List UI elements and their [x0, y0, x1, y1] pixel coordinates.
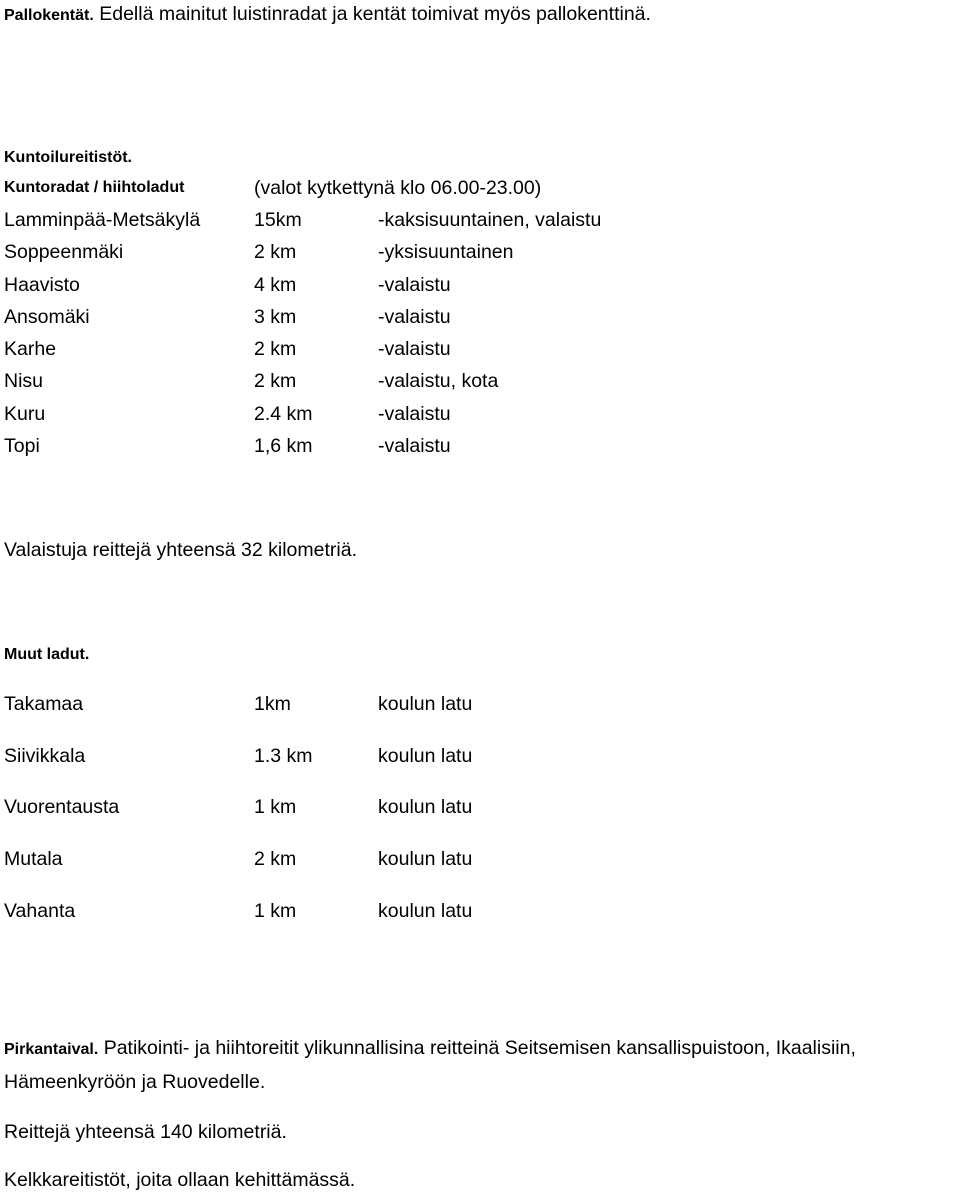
fitness-trails-lights-note: (valot kytkettynä klo 06.00-23.00): [254, 177, 542, 199]
school-trail-length: 1 km: [254, 796, 297, 818]
fitness-trails-heading: Kuntoilureitistöt.: [4, 149, 132, 166]
school-trail-length: 2 km: [254, 848, 297, 870]
pirkantaival-paragraph: [4, 1032, 956, 1098]
intro-heading: Pallokentät.: [4, 7, 94, 24]
trail-note: -valaistu: [378, 274, 451, 296]
trail-length: 15km: [254, 209, 302, 231]
trail-name: Haavisto: [4, 274, 80, 296]
school-trail-name: Vahanta: [4, 900, 76, 922]
trail-name: Ansomäki: [4, 306, 90, 328]
trail-length: 2 km: [254, 338, 297, 360]
pirkantaival-heading: Pirkantaival.: [4, 1041, 99, 1058]
trail-name: Nisu: [4, 370, 44, 392]
trail-length: 1,6 km: [254, 435, 313, 457]
trail-note: -valaistu, kota: [378, 370, 499, 392]
trail-note: -valaistu: [378, 435, 451, 457]
school-trail-length: 1.3 km: [254, 745, 313, 767]
school-trail-note: koulun latu: [378, 693, 473, 715]
pirkantaival-text: Patikointi- ja hiihtoreitit ylikunnallisina reitteinä Seitsemisen kansallispuistoon, Ikaalisiin, Hämeenkyröön ja Ruovedelle.: [4, 1037, 856, 1093]
school-trail-note: koulun latu: [378, 796, 473, 818]
trail-length: 3 km: [254, 306, 297, 328]
trail-length: 2.4 km: [254, 403, 313, 425]
fitness-trails-subheading: Kuntoradat / hiihtoladut: [4, 179, 185, 196]
school-trail-name: Mutala: [4, 848, 63, 870]
school-trail-note: koulun latu: [378, 848, 473, 870]
trail-note: -valaistu: [378, 306, 451, 328]
other-trails-heading: Muut ladut.: [4, 646, 90, 663]
trail-length: 2 km: [254, 241, 297, 263]
intro-paragraph: [4, 2, 651, 28]
snowmobile-trails-text: Kelkkareitistöt, joita ollaan kehittämässä.: [4, 1169, 356, 1191]
school-trail-note: koulun latu: [378, 900, 473, 922]
intro-text: Edellä mainitut luistinradat ja kentät toimivat myös pallokenttinä.: [99, 3, 651, 25]
trail-name: Kuru: [4, 403, 46, 425]
trail-length: 2 km: [254, 370, 297, 392]
school-trail-name: Vuorentausta: [4, 796, 120, 818]
school-trail-note: koulun latu: [378, 745, 473, 767]
trail-name: Karhe: [4, 338, 57, 360]
school-trail-length: 1 km: [254, 900, 297, 922]
school-trail-name: Siivikkala: [4, 745, 86, 767]
trail-note: -valaistu: [378, 338, 451, 360]
school-trail-length: 1km: [254, 693, 291, 715]
lit-trails-total: Valaistuja reittejä yhteensä 32 kilometriä.: [4, 539, 357, 561]
pirkantaival-total: Reittejä yhteensä 140 kilometriä.: [4, 1121, 287, 1143]
trail-name: Topi: [4, 435, 40, 457]
school-trail-name: Takamaa: [4, 693, 84, 715]
trail-note: -valaistu: [378, 403, 451, 425]
trail-note: -yksisuuntainen: [378, 241, 514, 263]
trail-name: Lamminpää-Metsäkylä: [4, 209, 201, 231]
trail-note: -kaksisuuntainen, valaistu: [378, 209, 602, 231]
trail-name: Soppeenmäki: [4, 241, 124, 263]
trail-length: 4 km: [254, 274, 297, 296]
